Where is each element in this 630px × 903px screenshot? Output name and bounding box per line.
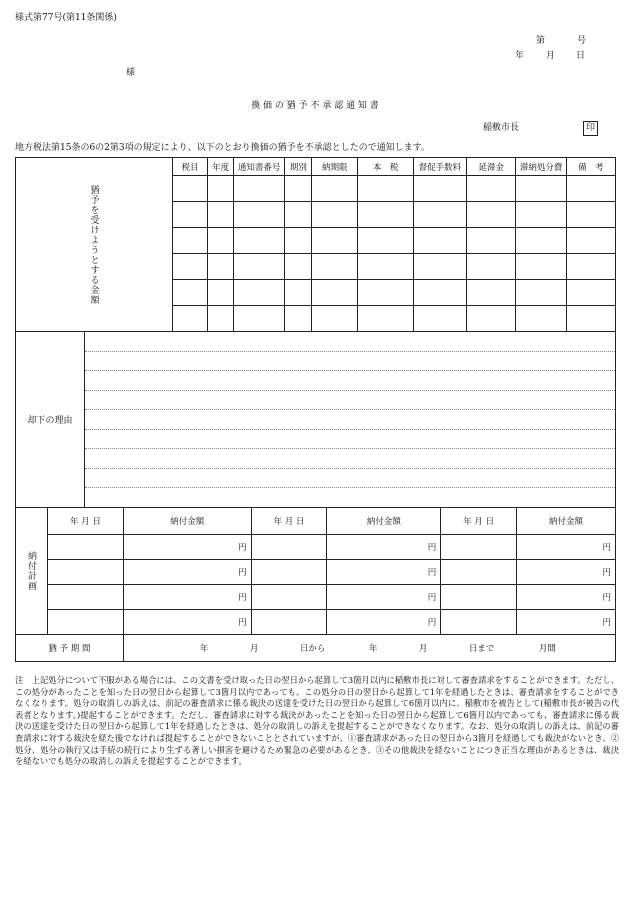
plan-side-label: 納付計画 xyxy=(16,508,48,635)
plan-row: 円 円 円 xyxy=(16,585,616,610)
writing-line xyxy=(85,468,615,469)
plan-amount-header: 納付金額 xyxy=(123,508,251,535)
header-principal-tax: 本 税 xyxy=(358,158,414,176)
payment-plan-table xyxy=(15,507,616,662)
header-notice-number: 通知書番号 xyxy=(233,158,285,176)
plan-row: 円 円 円 xyxy=(16,560,616,585)
addressee-suffix: 様 xyxy=(126,68,136,78)
deferral-period-value: 年 月 日から 年 月 日まで 月間 xyxy=(123,635,615,662)
rejection-reason-label: 却下の理由 xyxy=(16,332,85,507)
writing-line xyxy=(85,409,615,410)
document-title: 換 価 の 猶 予 不 承 認 通 知 書 xyxy=(251,101,379,111)
plan-row: 円 円 円 xyxy=(16,610,616,635)
date-year-label: 年 xyxy=(515,51,525,61)
plan-date-header: 年 月 日 xyxy=(251,508,327,535)
header-period: 期別 xyxy=(285,158,312,176)
amount-table xyxy=(15,157,616,332)
intro-text: 地方税法第15条の6の2第3項の規定により、以下のとおり換価の猶予を不承認としたので通知します。 xyxy=(15,143,430,153)
date-month-label: 月 xyxy=(546,51,556,61)
date-day-label: 日 xyxy=(576,51,586,61)
header-disposition-cost: 滞納処分費 xyxy=(516,158,566,176)
writing-line xyxy=(85,370,615,371)
header-due-date: 納期限 xyxy=(312,158,358,176)
header-reminder-fee: 督促手数料 xyxy=(413,158,466,176)
seal-box: 印 xyxy=(583,121,598,136)
rejection-reason-section xyxy=(15,332,616,508)
form-number: 様式第77号(第11条関係) xyxy=(15,13,117,23)
deferral-period-label: 猶 予 期 間 xyxy=(16,635,124,662)
plan-date-header: 年 月 日 xyxy=(441,508,517,535)
plan-date-header: 年 月 日 xyxy=(47,508,123,535)
deferral-period-row xyxy=(16,635,616,662)
header-year: 年度 xyxy=(208,158,233,176)
appeal-notice: 注 上記処分について不服がある場合には、この文書を受け取った日の翌日から起算して3箇月以内に稲敷市長に対して審査請求をすることができます。ただし、この処分があったことを知った日の翌日から起算して3箇月以内であっても、この処分の日の翌日から起算して1年を経過したときは、審査請求をすることができなくなります。処分の取消しの訴えは、前記の審査請求に係る裁決の送達を受けた日の翌日から起算して6箇月以内に、稲敷市を被告として(稲敷市長が被告の代表者となります。)提起することができます。ただし、審査請求に対する裁決があったことを知った日の翌日から起算して6箇月以内であっても、審査請求に係る裁決の送達を受けた日の翌日から起算して1年を経過したときは、処分の取消しの訴えを提起することができなくなります。なお、処分の取消しの訴えは、前記の審査請求に対する裁決を経た後でなければ提起することができないこととされていますが、①審査請求があった日の翌日から3箇月を経過しても裁決がないとき、②処分、処分の執行又は手続の続行により生ずる著しい損害を避けるため緊急の必要があるとき、③その他裁決を経ないことにつき正当な理由があるときは、裁決を経ないでも処分の取消しの訴えを提起することができます。 xyxy=(15,675,619,767)
number-label-go: 号 xyxy=(577,36,587,46)
number-label-dai: 第 xyxy=(536,36,546,46)
plan-amount-header: 納付金額 xyxy=(517,508,616,535)
writing-line xyxy=(85,429,615,430)
writing-line xyxy=(85,390,615,391)
header-tax-item: 税目 xyxy=(173,158,208,176)
amount-side-label: 猶予を受けようとする金額 xyxy=(16,158,173,332)
header-remarks: 備 考 xyxy=(566,158,615,176)
writing-line xyxy=(85,487,615,488)
header-late-charge: 延滞金 xyxy=(466,158,516,176)
issuer-name: 稲敷市長 xyxy=(483,123,520,133)
writing-line xyxy=(85,448,615,449)
plan-row: 円 円 円 xyxy=(16,535,616,560)
plan-amount-header: 納付金額 xyxy=(327,508,441,535)
writing-line xyxy=(85,351,615,352)
